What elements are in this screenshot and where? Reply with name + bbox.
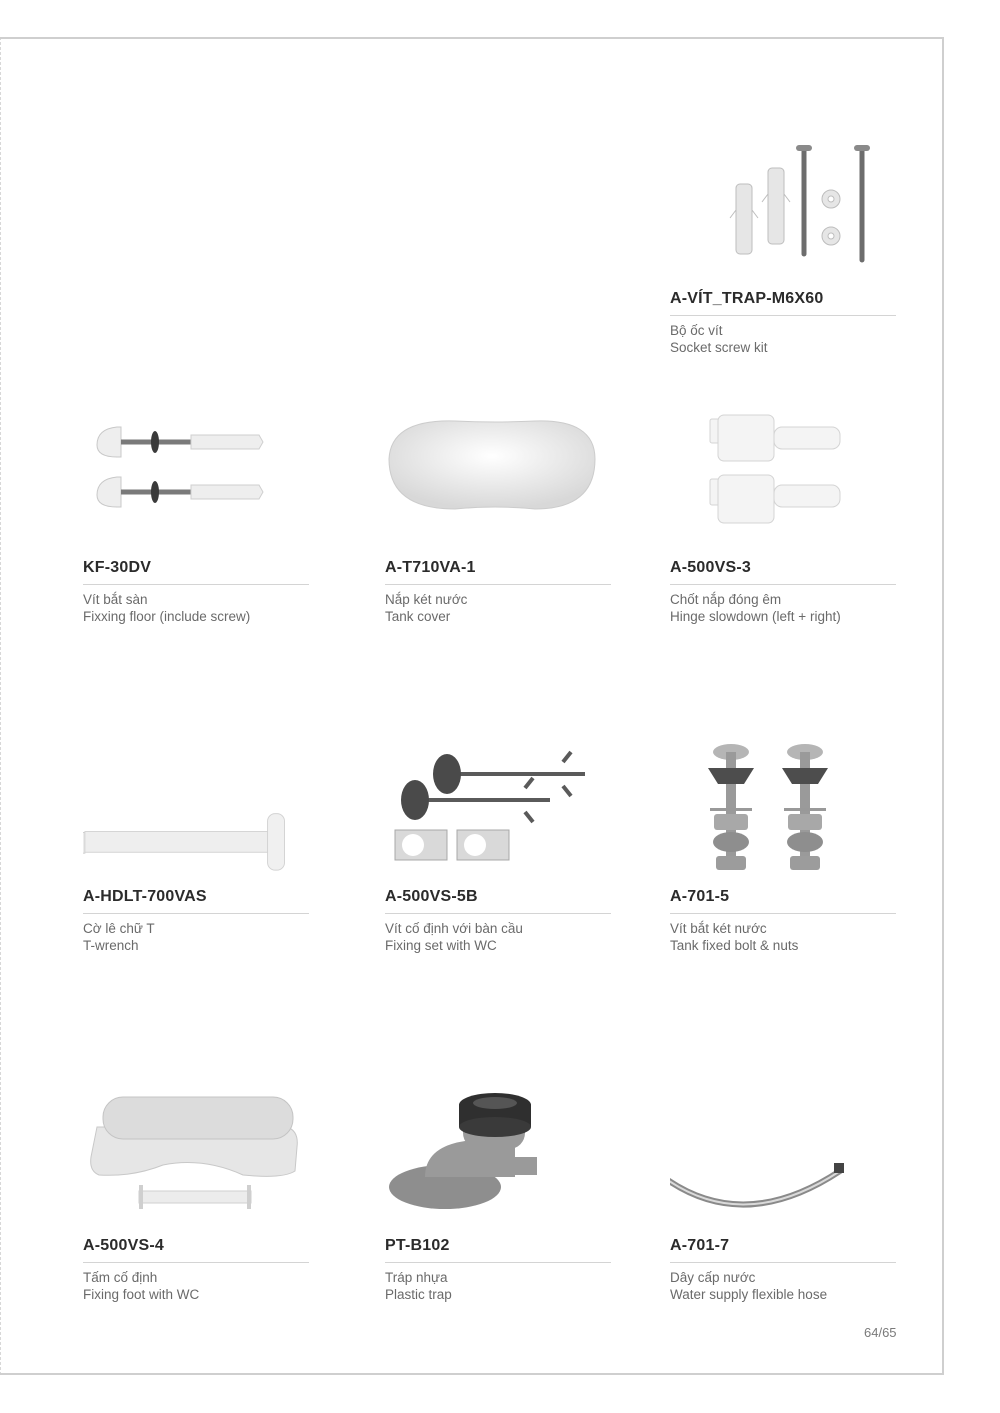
product-code: A-HDLT-700VAS (83, 888, 207, 905)
product-name-vi: Cờ lê chữ T (83, 921, 155, 936)
divider (385, 584, 611, 585)
product-code: KF-30DV (83, 559, 152, 576)
product-code: A-701-7 (670, 1237, 730, 1254)
product-name-vi: Tráp nhựa (385, 1270, 448, 1285)
product-name-vi: Nắp két nước (385, 592, 468, 607)
plastic-trap-image (385, 1087, 611, 1227)
divider (670, 1262, 896, 1263)
product-name-en: Water supply flexible hose (670, 1287, 828, 1302)
product-name-vi: Tấm cố định (83, 1270, 158, 1285)
product-name-vi: Bộ ốc vít (670, 323, 723, 338)
divider (385, 1262, 611, 1263)
product-code: A-VÍT_TRAP-M6X60 (670, 290, 824, 307)
product-name-vi: Vít bắt két nước (670, 921, 767, 936)
hinge-image (670, 409, 896, 529)
screw-kit-image (670, 140, 896, 270)
divider (670, 315, 896, 316)
flexible-hose-image (670, 1087, 896, 1227)
divider (670, 584, 896, 585)
product-name-en: Fixing set with WC (385, 938, 497, 953)
fixing-set-image (385, 738, 611, 878)
product-code: A-500VS-4 (83, 1237, 164, 1254)
divider (83, 1262, 309, 1263)
product-name-en: Tank cover (385, 609, 451, 624)
product-name-en: Hinge slowdown (left + right) (670, 609, 841, 624)
divider (385, 913, 611, 914)
divider (83, 584, 309, 585)
product-name-vi: Dây cấp nước (670, 1270, 756, 1285)
page-number: 64/65 (864, 1325, 897, 1340)
product-name-en: Fixxing floor (include screw) (83, 609, 251, 624)
product-code: A-T710VA-1 (385, 559, 476, 576)
product-code: A-701-5 (670, 888, 730, 905)
product-name-en: Tank fixed bolt & nuts (670, 938, 799, 953)
product-name-vi: Vít cố định với bàn cầu (385, 921, 523, 936)
product-name-en: Fixing foot with WC (83, 1287, 200, 1302)
product-name-en: T-wrench (83, 938, 139, 953)
fixing-foot-image (83, 1087, 309, 1227)
product-name-en: Plastic trap (385, 1287, 452, 1302)
product-code: A-500VS-3 (670, 559, 751, 576)
floor-fixing-screw-image (83, 409, 309, 529)
product-name-vi: Chốt nắp đóng êm (670, 592, 782, 607)
product-code: PT-B102 (385, 1237, 450, 1254)
product-name-vi: Vít bắt sàn (83, 592, 148, 607)
divider (670, 913, 896, 914)
tank-cover-image (385, 409, 611, 529)
t-wrench-image (83, 738, 309, 878)
divider (83, 913, 309, 914)
product-code: A-500VS-5B (385, 888, 478, 905)
product-name-en: Socket screw kit (670, 340, 768, 355)
tank-bolt-image (670, 738, 896, 878)
